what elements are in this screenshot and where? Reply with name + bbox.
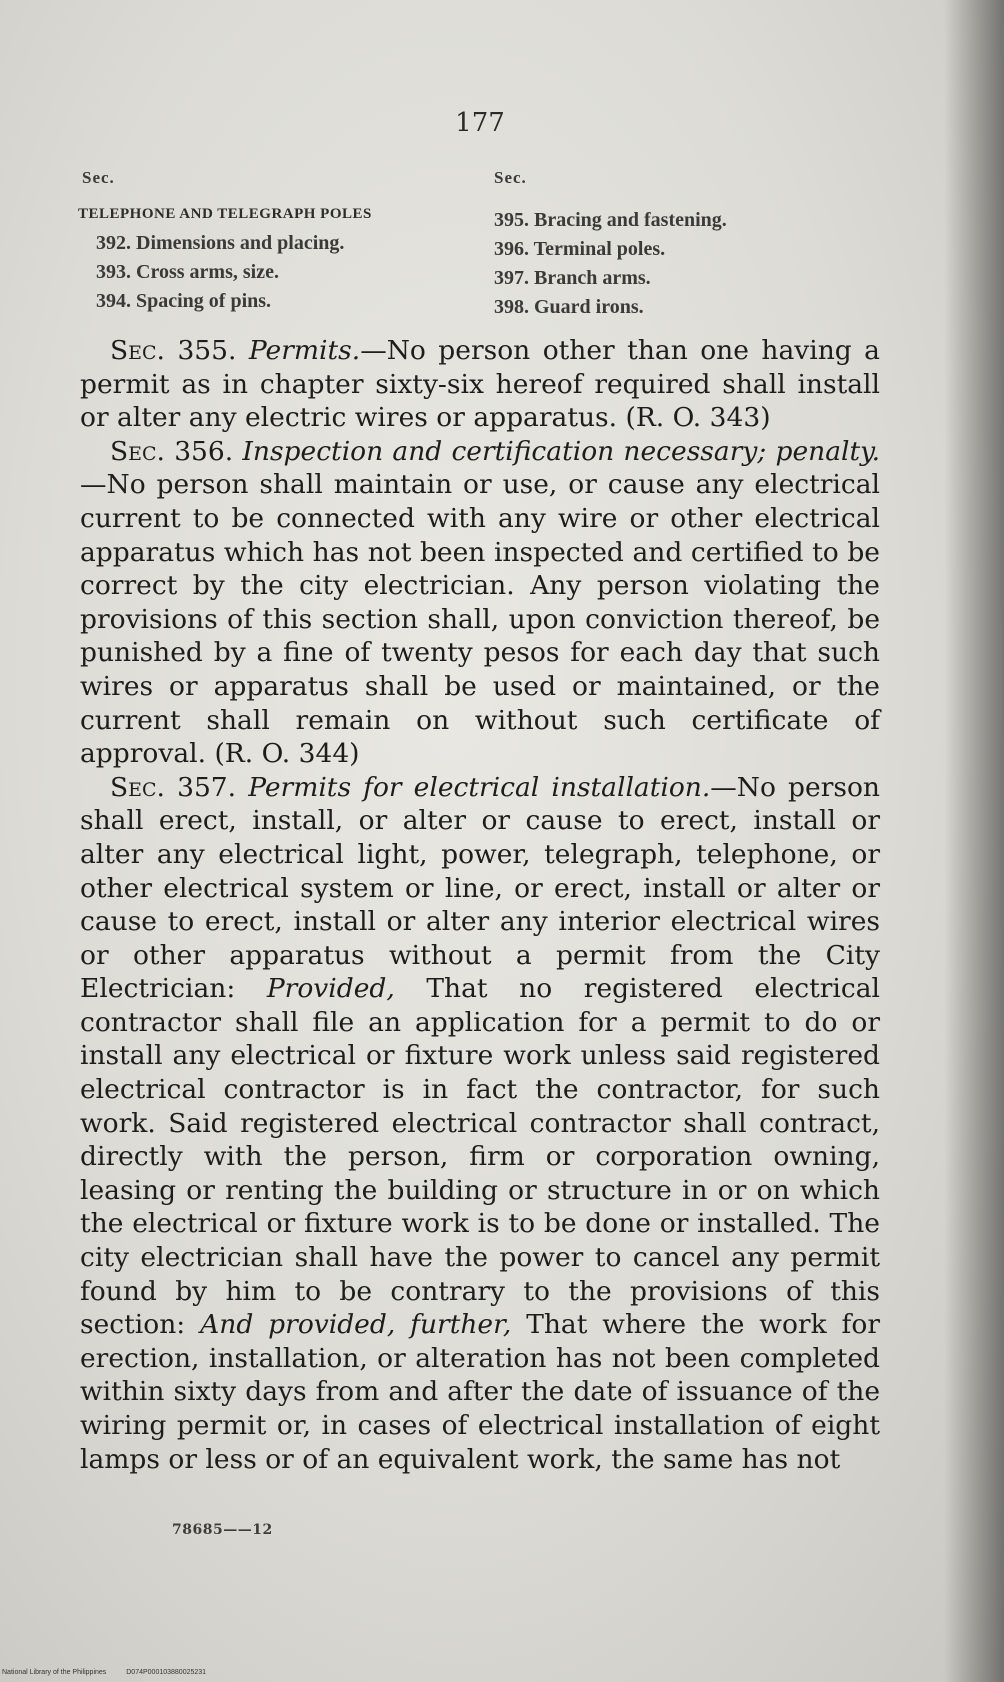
section-355 (80, 334, 880, 435)
section-proviso: And provided, further, (200, 1309, 512, 1341)
section-title: Permits. (248, 335, 361, 366)
contents-item: 392. Dimensions and placing. (96, 232, 345, 254)
page-edge-shadow (944, 0, 1004, 1682)
contents-column-right (490, 168, 900, 322)
section-357 (80, 771, 880, 1476)
section-356 (80, 435, 880, 771)
section-label: Sec. 355. (110, 335, 237, 366)
section-proviso: Provided, (266, 973, 395, 1005)
printer-signature: 78685——12 (172, 1522, 273, 1538)
credit-id: D074P000103880025231 (126, 1669, 207, 1676)
section-text: —No person other than one having a permit as in chapter sixty-six hereof required shall install or alter any electric wires or apparatus. (R. O. 343) (80, 335, 880, 434)
section-contents-list (78, 168, 898, 328)
section-label: Sec. 356. (110, 435, 234, 467)
contents-item: 396. Terminal poles. (494, 238, 666, 260)
contents-column-left (78, 168, 468, 316)
contents-topic: TELEPHONE AND TELEGRAPH POLES (78, 206, 372, 222)
contents-item: 398. Guard irons. (494, 296, 644, 318)
sec-heading-right: Sec. (494, 168, 527, 187)
credit-library: National Library of the Philippines (2, 1669, 107, 1676)
section-title: Inspection and certification necessary; penalty. (242, 435, 880, 467)
section-text: That no registered electrical contractor shall file an application for a permit to do or install any electrical or fixture work unless said registered electrical contractor is in fact the contractor, for such work. Said registered electrical contractor shall contract, directly with the person, firm or corporation owning, leasing or renting the building or structure in or on which the electrical or fixture work is to be done or installed. The city electrician shall have the power to cancel any permit found by him to be contrary to the provisions of this section: (80, 973, 880, 1341)
ordinance-body (80, 334, 880, 1476)
contents-item: 395. Bracing and fastening. (494, 209, 727, 231)
scan-credit (2, 1669, 224, 1676)
section-text: That where the work for erection, installation, or alteration has not been completed within sixty days from and after the date of issuance of the wiring permit or, in cases of electrical installation of eight lamps or less or of an equivalent work, the same has not (80, 1309, 880, 1475)
section-title: Permits for electrical installation. (248, 771, 711, 803)
section-label: Sec. 357. (110, 771, 237, 803)
sec-heading-left: Sec. (82, 168, 115, 187)
page-number: 177 (455, 108, 505, 138)
contents-item: 393. Cross arms, size. (96, 261, 279, 283)
contents-item: 394. Spacing of pins. (96, 290, 272, 312)
section-text: —No person shall maintain or use, or cause any electrical current to be connected with any wire or other electrical apparatus which has not been inspected and certified to be correct by the city electrician. Any person violating the provisions of this section shall, upon conviction thereof, be punished by a fine of twenty pesos for each day that such wires or apparatus shall be used or maintained, or the current shall remain on without such certificate of approval. (R. O. 344) (80, 469, 880, 770)
contents-item: 397. Branch arms. (494, 267, 651, 289)
section-text: —No person shall erect, install, or alter or cause to erect, install or alter any electrical light, power, telegraph, telephone, or other electrical system or line, or erect, install or alter or cause to erect, install or alter any interior electrical wires or other apparatus without a permit from the City Electrician: (80, 771, 880, 1005)
